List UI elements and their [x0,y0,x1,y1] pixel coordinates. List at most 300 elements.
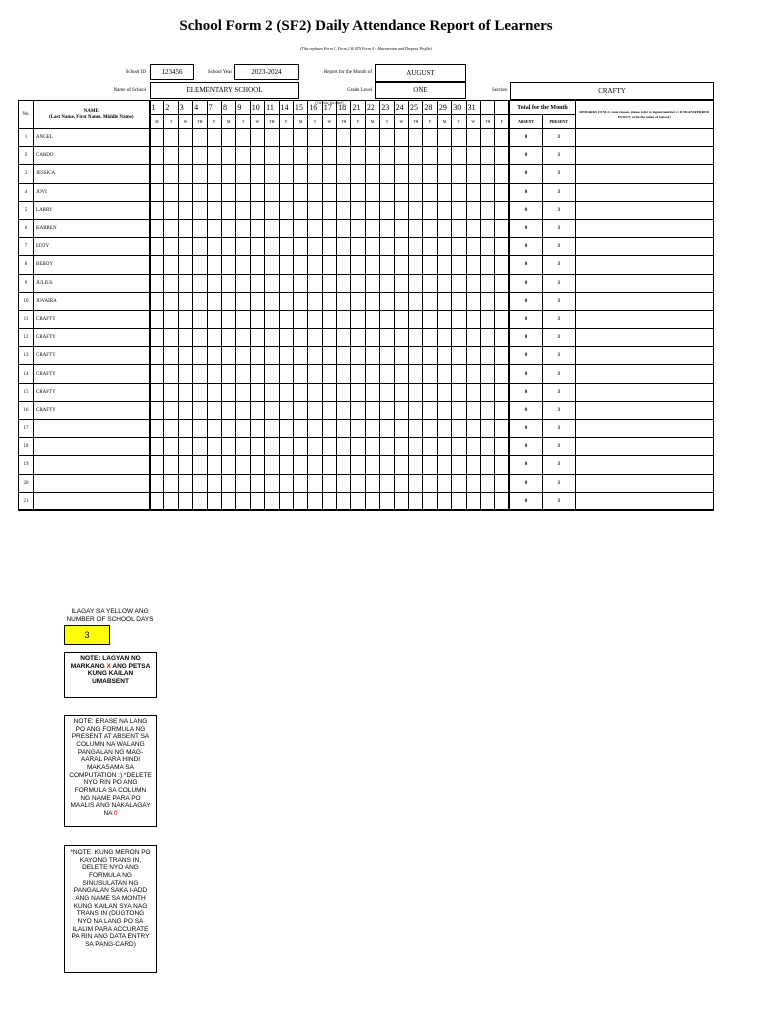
attendance-cell[interactable] [221,147,235,165]
attendance-cell[interactable] [365,183,379,201]
attendance-cell[interactable] [480,147,494,165]
attendance-cell[interactable] [495,201,509,219]
attendance-cell[interactable] [337,310,351,328]
attendance-cell[interactable] [365,165,379,183]
attendance-cell[interactable] [279,201,293,219]
attendance-cell[interactable] [452,347,466,365]
attendance-cell[interactable] [236,310,250,328]
attendance-cell[interactable] [250,201,264,219]
attendance-cell[interactable] [423,129,437,147]
attendance-cell[interactable] [466,183,480,201]
attendance-cell[interactable] [365,129,379,147]
attendance-cell[interactable] [365,456,379,474]
remarks-cell[interactable] [575,438,713,456]
attendance-cell[interactable] [466,147,480,165]
attendance-cell[interactable] [322,365,336,383]
attendance-cell[interactable] [394,292,408,310]
attendance-cell[interactable] [351,201,365,219]
attendance-cell[interactable] [308,383,322,401]
attendance-cell[interactable] [250,347,264,365]
remarks-cell[interactable] [575,420,713,438]
attendance-cell[interactable] [164,383,178,401]
attendance-cell[interactable] [250,401,264,419]
attendance-cell[interactable] [178,492,192,510]
school-days-field[interactable]: 3 [64,625,110,645]
attendance-cell[interactable] [452,420,466,438]
attendance-cell[interactable] [265,420,279,438]
attendance-cell[interactable] [308,274,322,292]
attendance-cell[interactable] [193,347,207,365]
learner-name-cell[interactable]: CRAFTY [34,401,150,419]
attendance-cell[interactable] [150,256,164,274]
attendance-cell[interactable] [308,420,322,438]
attendance-cell[interactable] [221,274,235,292]
attendance-cell[interactable] [265,238,279,256]
attendance-cell[interactable] [337,329,351,347]
attendance-cell[interactable] [164,329,178,347]
attendance-cell[interactable] [452,474,466,492]
attendance-cell[interactable] [423,383,437,401]
attendance-cell[interactable] [452,329,466,347]
attendance-cell[interactable] [150,329,164,347]
attendance-cell[interactable] [423,420,437,438]
attendance-cell[interactable] [495,329,509,347]
attendance-cell[interactable] [495,183,509,201]
attendance-cell[interactable] [423,492,437,510]
attendance-cell[interactable] [452,310,466,328]
attendance-cell[interactable] [193,438,207,456]
attendance-cell[interactable] [221,492,235,510]
remarks-cell[interactable] [575,129,713,147]
attendance-cell[interactable] [437,310,451,328]
attendance-cell[interactable] [308,219,322,237]
attendance-cell[interactable] [322,165,336,183]
attendance-cell[interactable] [207,456,221,474]
attendance-cell[interactable] [452,438,466,456]
attendance-cell[interactable] [495,456,509,474]
attendance-cell[interactable] [193,401,207,419]
attendance-cell[interactable] [466,310,480,328]
attendance-cell[interactable] [265,256,279,274]
attendance-cell[interactable] [409,474,423,492]
attendance-cell[interactable] [437,347,451,365]
attendance-cell[interactable] [164,474,178,492]
attendance-cell[interactable] [409,238,423,256]
attendance-cell[interactable] [466,492,480,510]
attendance-cell[interactable] [308,292,322,310]
attendance-cell[interactable] [394,383,408,401]
attendance-cell[interactable] [437,201,451,219]
attendance-cell[interactable] [164,238,178,256]
attendance-cell[interactable] [164,183,178,201]
attendance-cell[interactable] [293,165,307,183]
attendance-cell[interactable] [279,365,293,383]
attendance-cell[interactable] [351,274,365,292]
attendance-cell[interactable] [380,492,394,510]
attendance-cell[interactable] [351,310,365,328]
attendance-cell[interactable] [322,256,336,274]
attendance-cell[interactable] [193,492,207,510]
attendance-cell[interactable] [380,420,394,438]
attendance-cell[interactable] [207,292,221,310]
attendance-cell[interactable] [178,347,192,365]
remarks-cell[interactable] [575,365,713,383]
remarks-cell[interactable] [575,165,713,183]
remarks-cell[interactable] [575,310,713,328]
attendance-cell[interactable] [150,129,164,147]
remarks-cell[interactable] [575,219,713,237]
attendance-cell[interactable] [394,201,408,219]
attendance-cell[interactable] [308,256,322,274]
attendance-cell[interactable] [466,438,480,456]
attendance-cell[interactable] [437,365,451,383]
attendance-cell[interactable] [236,438,250,456]
attendance-cell[interactable] [380,183,394,201]
attendance-cell[interactable] [466,383,480,401]
attendance-cell[interactable] [351,456,365,474]
learner-name-cell[interactable] [34,474,150,492]
attendance-cell[interactable] [308,201,322,219]
attendance-cell[interactable] [236,256,250,274]
learner-name-cell[interactable]: KARREN [34,219,150,237]
attendance-cell[interactable] [394,256,408,274]
attendance-cell[interactable] [437,147,451,165]
attendance-cell[interactable] [423,310,437,328]
attendance-cell[interactable] [437,329,451,347]
remarks-cell[interactable] [575,492,713,510]
attendance-cell[interactable] [409,347,423,365]
attendance-cell[interactable] [423,401,437,419]
attendance-cell[interactable] [495,256,509,274]
attendance-cell[interactable] [221,310,235,328]
attendance-cell[interactable] [409,310,423,328]
attendance-cell[interactable] [409,383,423,401]
attendance-cell[interactable] [394,129,408,147]
attendance-cell[interactable] [265,401,279,419]
attendance-cell[interactable] [279,383,293,401]
attendance-cell[interactable] [178,147,192,165]
attendance-cell[interactable] [193,383,207,401]
attendance-cell[interactable] [480,310,494,328]
attendance-cell[interactable] [394,310,408,328]
learner-name-cell[interactable] [34,420,150,438]
attendance-cell[interactable] [437,292,451,310]
attendance-cell[interactable] [193,292,207,310]
attendance-cell[interactable] [495,474,509,492]
attendance-cell[interactable] [452,201,466,219]
attendance-cell[interactable] [409,438,423,456]
attendance-cell[interactable] [279,347,293,365]
attendance-cell[interactable] [423,256,437,274]
attendance-cell[interactable] [236,165,250,183]
attendance-cell[interactable] [236,456,250,474]
attendance-cell[interactable] [207,420,221,438]
attendance-cell[interactable] [480,165,494,183]
attendance-cell[interactable] [452,147,466,165]
attendance-cell[interactable] [193,329,207,347]
remarks-cell[interactable] [575,347,713,365]
attendance-cell[interactable] [308,365,322,383]
attendance-cell[interactable] [293,438,307,456]
attendance-cell[interactable] [250,183,264,201]
attendance-cell[interactable] [380,129,394,147]
attendance-cell[interactable] [236,383,250,401]
attendance-cell[interactable] [423,201,437,219]
attendance-cell[interactable] [423,292,437,310]
attendance-cell[interactable] [466,420,480,438]
attendance-cell[interactable] [480,347,494,365]
attendance-cell[interactable] [452,492,466,510]
attendance-cell[interactable] [308,183,322,201]
attendance-cell[interactable] [365,238,379,256]
attendance-cell[interactable] [437,165,451,183]
attendance-cell[interactable] [207,474,221,492]
attendance-cell[interactable] [423,165,437,183]
attendance-cell[interactable] [423,274,437,292]
learner-name-cell[interactable]: CRAFTY [34,329,150,347]
attendance-cell[interactable] [480,492,494,510]
attendance-cell[interactable] [365,383,379,401]
attendance-cell[interactable] [394,474,408,492]
attendance-cell[interactable] [207,256,221,274]
attendance-cell[interactable] [308,438,322,456]
learner-name-cell[interactable] [34,438,150,456]
attendance-cell[interactable] [279,292,293,310]
attendance-cell[interactable] [265,492,279,510]
attendance-cell[interactable] [337,129,351,147]
attendance-cell[interactable] [150,292,164,310]
attendance-cell[interactable] [236,365,250,383]
attendance-cell[interactable] [308,238,322,256]
attendance-cell[interactable] [322,474,336,492]
attendance-cell[interactable] [351,401,365,419]
attendance-cell[interactable] [394,420,408,438]
attendance-cell[interactable] [480,420,494,438]
attendance-cell[interactable] [221,456,235,474]
attendance-cell[interactable] [322,420,336,438]
attendance-cell[interactable] [452,256,466,274]
remarks-cell[interactable] [575,256,713,274]
attendance-cell[interactable] [351,292,365,310]
attendance-cell[interactable] [293,201,307,219]
attendance-cell[interactable] [150,492,164,510]
attendance-cell[interactable] [337,165,351,183]
attendance-cell[interactable] [452,183,466,201]
attendance-cell[interactable] [423,329,437,347]
attendance-cell[interactable] [365,219,379,237]
attendance-cell[interactable] [394,365,408,383]
attendance-cell[interactable] [495,292,509,310]
attendance-cell[interactable] [250,492,264,510]
attendance-cell[interactable] [351,147,365,165]
attendance-cell[interactable] [351,256,365,274]
attendance-cell[interactable] [164,165,178,183]
attendance-cell[interactable] [480,365,494,383]
attendance-cell[interactable] [293,474,307,492]
attendance-cell[interactable] [351,474,365,492]
attendance-cell[interactable] [409,365,423,383]
attendance-cell[interactable] [365,274,379,292]
learner-name-cell[interactable]: CRAFTY [34,347,150,365]
attendance-cell[interactable] [178,165,192,183]
attendance-cell[interactable] [150,474,164,492]
attendance-cell[interactable] [495,365,509,383]
learner-name-cell[interactable]: CRAFTY [34,383,150,401]
attendance-cell[interactable] [480,219,494,237]
attendance-cell[interactable] [293,256,307,274]
attendance-cell[interactable] [409,183,423,201]
attendance-cell[interactable] [351,219,365,237]
attendance-cell[interactable] [150,438,164,456]
attendance-cell[interactable] [236,274,250,292]
attendance-cell[interactable] [221,420,235,438]
attendance-cell[interactable] [394,347,408,365]
attendance-cell[interactable] [409,274,423,292]
learner-name-cell[interactable] [34,492,150,510]
attendance-cell[interactable] [265,438,279,456]
attendance-cell[interactable] [293,292,307,310]
attendance-cell[interactable] [337,420,351,438]
attendance-cell[interactable] [380,292,394,310]
attendance-cell[interactable] [495,129,509,147]
attendance-cell[interactable] [150,201,164,219]
attendance-cell[interactable] [221,347,235,365]
attendance-cell[interactable] [466,238,480,256]
attendance-cell[interactable] [150,456,164,474]
attendance-cell[interactable] [409,292,423,310]
attendance-cell[interactable] [380,238,394,256]
attendance-cell[interactable] [365,365,379,383]
attendance-cell[interactable] [265,147,279,165]
attendance-cell[interactable] [380,456,394,474]
attendance-cell[interactable] [466,292,480,310]
attendance-cell[interactable] [480,292,494,310]
remarks-cell[interactable] [575,238,713,256]
attendance-cell[interactable] [394,183,408,201]
attendance-cell[interactable] [164,292,178,310]
grade-level-field[interactable]: ONE [375,82,466,99]
attendance-cell[interactable] [150,219,164,237]
attendance-cell[interactable] [207,492,221,510]
attendance-cell[interactable] [394,492,408,510]
attendance-cell[interactable] [322,274,336,292]
attendance-cell[interactable] [265,456,279,474]
attendance-cell[interactable] [293,420,307,438]
attendance-cell[interactable] [265,165,279,183]
attendance-cell[interactable] [365,147,379,165]
attendance-cell[interactable] [380,365,394,383]
attendance-cell[interactable] [308,492,322,510]
attendance-cell[interactable] [409,165,423,183]
attendance-cell[interactable] [480,383,494,401]
attendance-cell[interactable] [207,401,221,419]
attendance-cell[interactable] [308,474,322,492]
attendance-cell[interactable] [337,256,351,274]
attendance-cell[interactable] [495,310,509,328]
attendance-cell[interactable] [178,201,192,219]
school-id-field[interactable]: 123456 [150,64,194,80]
attendance-cell[interactable] [409,329,423,347]
attendance-cell[interactable] [495,238,509,256]
learner-name-cell[interactable] [34,456,150,474]
attendance-cell[interactable] [265,201,279,219]
attendance-cell[interactable] [193,165,207,183]
attendance-cell[interactable] [207,201,221,219]
attendance-cell[interactable] [351,165,365,183]
attendance-cell[interactable] [409,456,423,474]
attendance-cell[interactable] [394,456,408,474]
attendance-cell[interactable] [250,474,264,492]
attendance-cell[interactable] [365,420,379,438]
attendance-cell[interactable] [322,401,336,419]
attendance-cell[interactable] [365,492,379,510]
attendance-cell[interactable] [351,492,365,510]
attendance-cell[interactable] [150,365,164,383]
attendance-cell[interactable] [308,401,322,419]
attendance-cell[interactable] [480,238,494,256]
attendance-cell[interactable] [293,310,307,328]
attendance-cell[interactable] [495,219,509,237]
attendance-cell[interactable] [308,165,322,183]
attendance-cell[interactable] [279,219,293,237]
attendance-cell[interactable] [480,274,494,292]
report-month-field[interactable]: AUGUST [375,64,466,82]
attendance-cell[interactable] [322,310,336,328]
attendance-cell[interactable] [380,438,394,456]
attendance-cell[interactable] [164,347,178,365]
learner-name-cell[interactable]: JULIUS [34,274,150,292]
attendance-cell[interactable] [365,256,379,274]
attendance-cell[interactable] [207,329,221,347]
attendance-cell[interactable] [452,365,466,383]
attendance-cell[interactable] [337,183,351,201]
remarks-cell[interactable] [575,274,713,292]
attendance-cell[interactable] [178,438,192,456]
attendance-cell[interactable] [279,492,293,510]
attendance-cell[interactable] [437,456,451,474]
attendance-cell[interactable] [480,201,494,219]
attendance-cell[interactable] [380,401,394,419]
attendance-cell[interactable] [480,256,494,274]
attendance-cell[interactable] [236,147,250,165]
attendance-cell[interactable] [207,183,221,201]
learner-name-cell[interactable]: LARRY [34,201,150,219]
attendance-cell[interactable] [466,474,480,492]
school-name-field[interactable]: ELEMENTARY SCHOOL [150,82,299,99]
attendance-cell[interactable] [380,274,394,292]
attendance-cell[interactable] [365,201,379,219]
attendance-cell[interactable] [221,292,235,310]
attendance-cell[interactable] [337,147,351,165]
attendance-cell[interactable] [207,438,221,456]
attendance-cell[interactable] [178,183,192,201]
attendance-cell[interactable] [150,274,164,292]
attendance-cell[interactable] [322,492,336,510]
attendance-cell[interactable] [164,219,178,237]
attendance-cell[interactable] [164,401,178,419]
attendance-cell[interactable] [279,129,293,147]
attendance-cell[interactable] [365,292,379,310]
attendance-cell[interactable] [337,383,351,401]
attendance-cell[interactable] [250,383,264,401]
attendance-cell[interactable] [322,292,336,310]
attendance-cell[interactable] [495,274,509,292]
attendance-cell[interactable] [452,292,466,310]
attendance-cell[interactable] [164,310,178,328]
attendance-cell[interactable] [437,438,451,456]
attendance-cell[interactable] [365,474,379,492]
attendance-cell[interactable] [293,329,307,347]
